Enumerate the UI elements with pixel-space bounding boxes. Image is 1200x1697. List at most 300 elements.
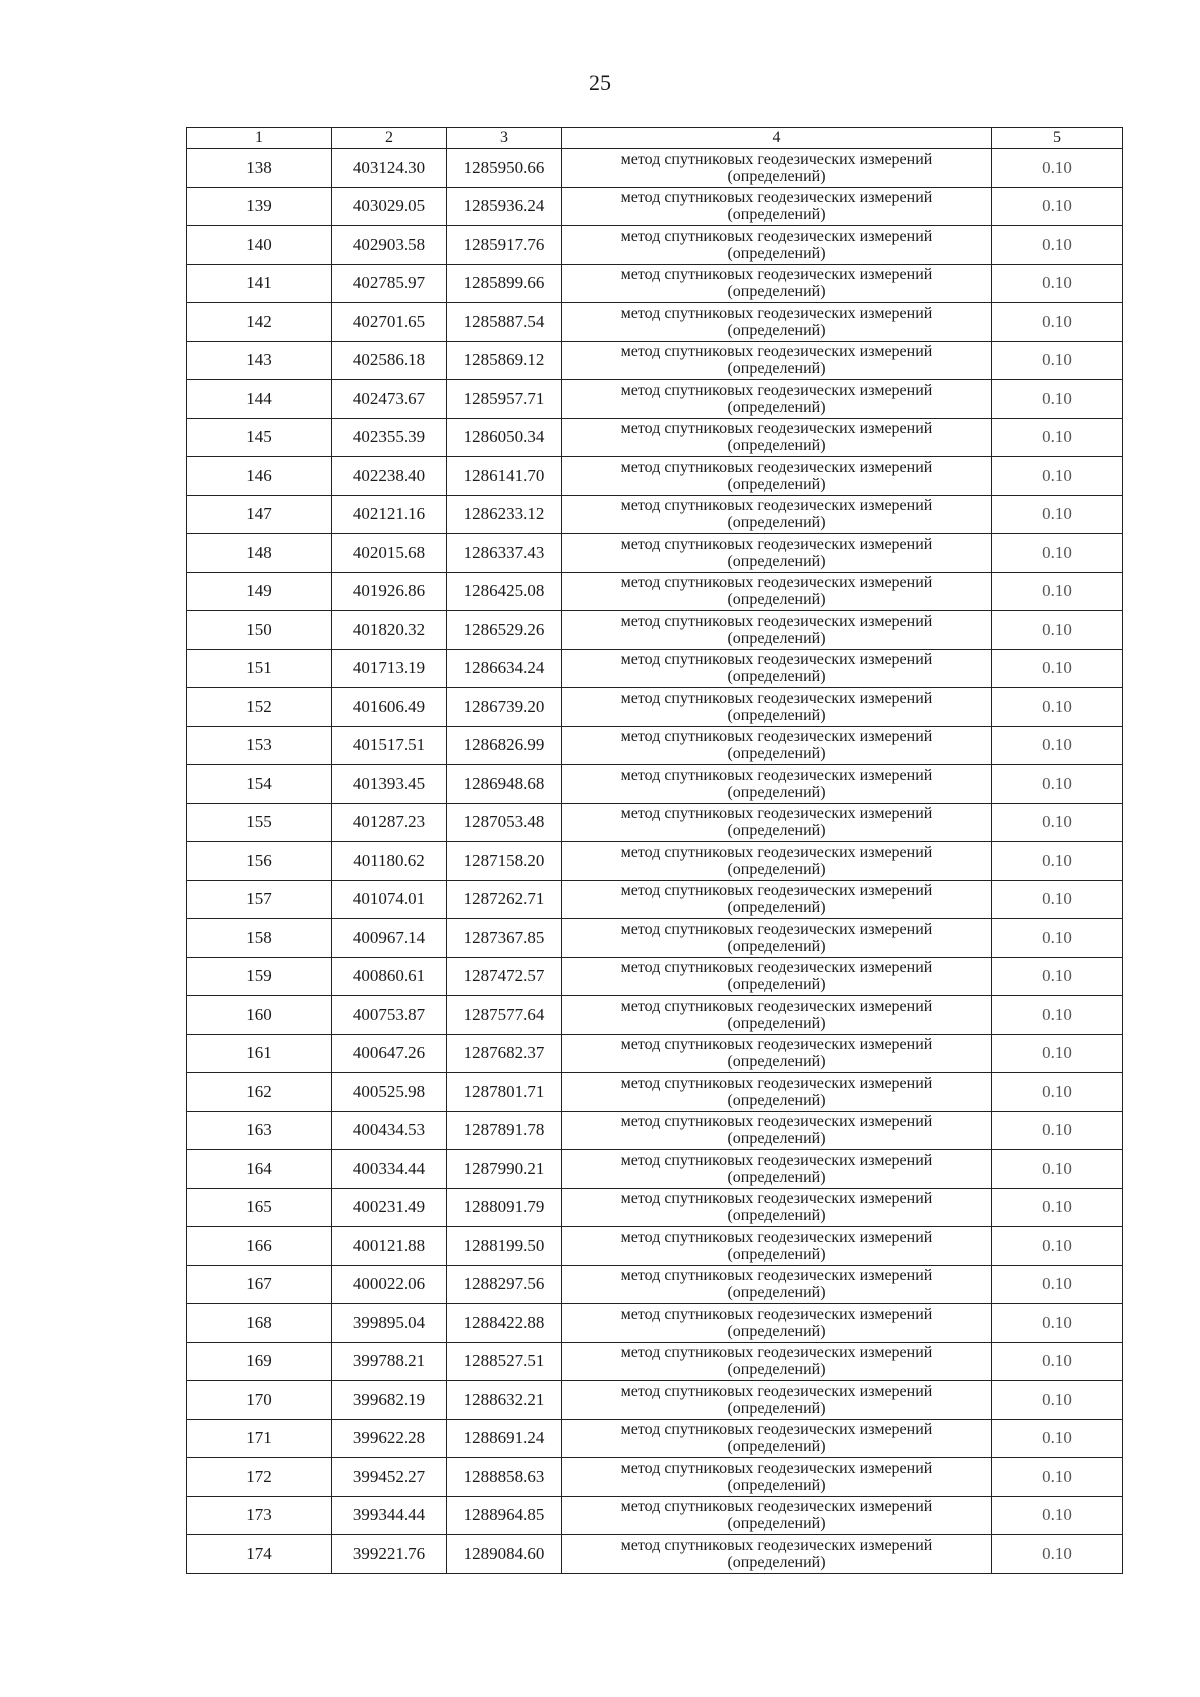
method-text-line-1: метод спутниковых геодезических измерений [620, 497, 933, 515]
method-text-line-2: (определений) [727, 1245, 826, 1263]
method-cell [562, 1342, 992, 1381]
method-text-line-1: метод спутниковых геодезических измерений [620, 1190, 933, 1208]
table-row [187, 842, 1123, 881]
method-text-line-2: (определений) [727, 1130, 826, 1148]
table-row [187, 611, 1123, 650]
method-text-line-2: (определений) [727, 244, 826, 262]
table-row [187, 1381, 1123, 1420]
accuracy-cell: 0.10 [992, 226, 1123, 265]
method-text-line-2: (определений) [727, 1053, 826, 1071]
point-number-cell: 147 [187, 495, 332, 534]
y-coordinate-cell: 1288691.24 [447, 1419, 562, 1458]
method-cell [562, 1111, 992, 1150]
point-number-cell: 166 [187, 1227, 332, 1266]
method-text-line-2: (определений) [727, 437, 826, 455]
table-row [187, 1227, 1123, 1266]
x-coordinate-cell: 400753.87 [332, 996, 447, 1035]
y-coordinate-cell: 1286141.70 [447, 457, 562, 496]
x-coordinate-cell: 401820.32 [332, 611, 447, 650]
method-text-line-2: (определений) [727, 1091, 826, 1109]
method-text-line-2: (определений) [727, 167, 826, 185]
x-coordinate-cell: 401517.51 [332, 726, 447, 765]
table-row [187, 572, 1123, 611]
accuracy-cell: 0.10 [992, 649, 1123, 688]
point-number-cell: 146 [187, 457, 332, 496]
method-text-line-2: (определений) [727, 552, 826, 570]
table-row [187, 380, 1123, 419]
method-cell [562, 1227, 992, 1266]
method-cell [562, 457, 992, 496]
accuracy-cell: 0.10 [992, 842, 1123, 881]
method-cell [562, 1381, 992, 1420]
method-cell [562, 880, 992, 919]
point-number-cell: 173 [187, 1496, 332, 1535]
method-text-line-1: метод спутниковых геодезических измерений [620, 728, 933, 746]
method-cell [562, 765, 992, 804]
point-number-cell: 145 [187, 418, 332, 457]
method-cell [562, 1034, 992, 1073]
method-text-line-2: (определений) [727, 1284, 826, 1302]
table-row [187, 187, 1123, 226]
x-coordinate-cell: 399452.27 [332, 1458, 447, 1497]
x-coordinate-cell: 401926.86 [332, 572, 447, 611]
x-coordinate-cell: 399895.04 [332, 1304, 447, 1343]
method-text-line-2: (определений) [727, 860, 826, 878]
accuracy-cell: 0.10 [992, 264, 1123, 303]
x-coordinate-cell: 401180.62 [332, 842, 447, 881]
method-text-line-2: (определений) [727, 1553, 826, 1571]
point-number-cell: 157 [187, 880, 332, 919]
y-coordinate-cell: 1285869.12 [447, 341, 562, 380]
table-row [187, 341, 1123, 380]
y-coordinate-cell: 1285957.71 [447, 380, 562, 419]
method-cell [562, 303, 992, 342]
method-text-line-1: метод спутниковых геодезических измерений [620, 1536, 933, 1554]
method-text-line-2: (определений) [727, 976, 826, 994]
method-cell [562, 418, 992, 457]
method-cell [562, 842, 992, 881]
method-text-line-1: метод спутниковых геодезических измерений [620, 651, 933, 669]
x-coordinate-cell: 399622.28 [332, 1419, 447, 1458]
x-coordinate-cell: 403029.05 [332, 187, 447, 226]
table-row [187, 1304, 1123, 1343]
point-number-cell: 150 [187, 611, 332, 650]
accuracy-cell: 0.10 [992, 996, 1123, 1035]
point-number-cell: 141 [187, 264, 332, 303]
y-coordinate-cell: 1286050.34 [447, 418, 562, 457]
method-text-line-2: (определений) [727, 1014, 826, 1032]
method-text-line-1: метод спутниковых геодезических измерений [620, 304, 933, 322]
x-coordinate-cell: 402586.18 [332, 341, 447, 380]
table-row [187, 880, 1123, 919]
method-text-line-2: (определений) [727, 514, 826, 532]
method-text-line-2: (определений) [727, 1361, 826, 1379]
point-number-cell: 158 [187, 919, 332, 958]
point-number-cell: 154 [187, 765, 332, 804]
method-text-line-2: (определений) [727, 1438, 826, 1456]
accuracy-cell: 0.10 [992, 149, 1123, 188]
table-row [187, 726, 1123, 765]
point-number-cell: 160 [187, 996, 332, 1035]
method-text-line-1: метод спутниковых геодезических измерений [620, 766, 933, 784]
method-text-line-1: метод спутниковых геодезических измерений [620, 1074, 933, 1092]
y-coordinate-cell: 1287801.71 [447, 1073, 562, 1112]
y-coordinate-cell: 1288527.51 [447, 1342, 562, 1381]
x-coordinate-cell: 400121.88 [332, 1227, 447, 1266]
table-row [187, 1073, 1123, 1112]
accuracy-cell: 0.10 [992, 1150, 1123, 1189]
table-row [187, 1342, 1123, 1381]
point-number-cell: 155 [187, 803, 332, 842]
y-coordinate-cell: 1286634.24 [447, 649, 562, 688]
column-header-1: 1 [187, 128, 332, 149]
y-coordinate-cell: 1288632.21 [447, 1381, 562, 1420]
method-text-line-2: (определений) [727, 1322, 826, 1340]
accuracy-cell: 0.10 [992, 726, 1123, 765]
point-number-cell: 161 [187, 1034, 332, 1073]
accuracy-cell: 0.10 [992, 1304, 1123, 1343]
accuracy-cell: 0.10 [992, 919, 1123, 958]
method-text-line-1: метод спутниковых геодезических измерений [620, 535, 933, 553]
method-text-line-1: метод спутниковых геодезических измерений [620, 1344, 933, 1362]
x-coordinate-cell: 402701.65 [332, 303, 447, 342]
x-coordinate-cell: 400647.26 [332, 1034, 447, 1073]
accuracy-cell: 0.10 [992, 457, 1123, 496]
x-coordinate-cell: 399788.21 [332, 1342, 447, 1381]
accuracy-cell: 0.10 [992, 1381, 1123, 1420]
column-header-2: 2 [332, 128, 447, 149]
method-text-line-1: метод спутниковых геодезических измерений [620, 1036, 933, 1054]
accuracy-cell: 0.10 [992, 303, 1123, 342]
x-coordinate-cell: 402121.16 [332, 495, 447, 534]
accuracy-cell: 0.10 [992, 803, 1123, 842]
table-row [187, 534, 1123, 573]
x-coordinate-cell: 402473.67 [332, 380, 447, 419]
point-number-cell: 162 [187, 1073, 332, 1112]
accuracy-cell: 0.10 [992, 534, 1123, 573]
y-coordinate-cell: 1285887.54 [447, 303, 562, 342]
method-text-line-1: метод спутниковых геодезических измерений [620, 574, 933, 592]
point-number-cell: 148 [187, 534, 332, 573]
method-text-line-2: (определений) [727, 360, 826, 378]
method-text-line-2: (определений) [727, 1168, 826, 1186]
method-text-line-1: метод спутниковых геодезических измерений [620, 1459, 933, 1477]
table-row [187, 1265, 1123, 1304]
table-row [187, 1034, 1123, 1073]
accuracy-cell: 0.10 [992, 688, 1123, 727]
method-text-line-1: метод спутниковых геодезических измерений [620, 1267, 933, 1285]
method-text-line-1: метод спутниковых геодезических измерений [620, 997, 933, 1015]
y-coordinate-cell: 1285899.66 [447, 264, 562, 303]
method-cell [562, 1419, 992, 1458]
accuracy-cell: 0.10 [992, 880, 1123, 919]
point-number-cell: 151 [187, 649, 332, 688]
column-header-5: 5 [992, 128, 1123, 149]
table-row [187, 226, 1123, 265]
method-text-line-1: метод спутниковых геодезических измерений [620, 458, 933, 476]
method-text-line-1: метод спутниковых геодезических измерений [620, 882, 933, 900]
method-text-line-2: (определений) [727, 783, 826, 801]
point-number-cell: 168 [187, 1304, 332, 1343]
method-cell [562, 803, 992, 842]
table-row [187, 264, 1123, 303]
method-text-line-2: (определений) [727, 321, 826, 339]
method-text-line-2: (определений) [727, 937, 826, 955]
accuracy-cell: 0.10 [992, 1227, 1123, 1266]
method-cell [562, 919, 992, 958]
method-text-line-1: метод спутниковых геодезических измерений [620, 959, 933, 977]
y-coordinate-cell: 1286529.26 [447, 611, 562, 650]
method-text-line-1: метод спутниковых геодезических измерений [620, 1305, 933, 1323]
method-text-line-2: (определений) [727, 899, 826, 917]
table-row [187, 996, 1123, 1035]
y-coordinate-cell: 1286425.08 [447, 572, 562, 611]
accuracy-cell: 0.10 [992, 1342, 1123, 1381]
method-text-line-1: метод спутниковых геодезических измерений [620, 689, 933, 707]
method-text-line-2: (определений) [727, 283, 826, 301]
table-row [187, 1458, 1123, 1497]
method-text-line-1: метод спутниковых геодезических измерений [620, 420, 933, 438]
method-cell [562, 495, 992, 534]
method-text-line-2: (определений) [727, 1399, 826, 1417]
y-coordinate-cell: 1287053.48 [447, 803, 562, 842]
point-number-cell: 163 [187, 1111, 332, 1150]
y-coordinate-cell: 1288199.50 [447, 1227, 562, 1266]
table-row [187, 1111, 1123, 1150]
method-cell [562, 1073, 992, 1112]
accuracy-cell: 0.10 [992, 380, 1123, 419]
method-text-line-2: (определений) [727, 745, 826, 763]
table-row [187, 765, 1123, 804]
y-coordinate-cell: 1288091.79 [447, 1188, 562, 1227]
y-coordinate-cell: 1286948.68 [447, 765, 562, 804]
point-number-cell: 169 [187, 1342, 332, 1381]
point-number-cell: 174 [187, 1535, 332, 1574]
method-text-line-2: (определений) [727, 591, 826, 609]
x-coordinate-cell: 400334.44 [332, 1150, 447, 1189]
point-number-cell: 167 [187, 1265, 332, 1304]
method-text-line-1: метод спутниковых геодезических измерений [620, 920, 933, 938]
method-cell [562, 341, 992, 380]
method-text-line-1: метод спутниковых геодезических измерений [620, 1151, 933, 1169]
table-row [187, 688, 1123, 727]
x-coordinate-cell: 400022.06 [332, 1265, 447, 1304]
method-text-line-2: (определений) [727, 1207, 826, 1225]
accuracy-cell: 0.10 [992, 1419, 1123, 1458]
method-text-line-1: метод спутниковых геодезических измерений [620, 612, 933, 630]
method-cell [562, 264, 992, 303]
table-row [187, 1419, 1123, 1458]
method-cell [562, 226, 992, 265]
point-number-cell: 164 [187, 1150, 332, 1189]
method-text-line-2: (определений) [727, 629, 826, 647]
accuracy-cell: 0.10 [992, 495, 1123, 534]
point-number-cell: 142 [187, 303, 332, 342]
point-number-cell: 144 [187, 380, 332, 419]
accuracy-cell: 0.10 [992, 1535, 1123, 1574]
y-coordinate-cell: 1286826.99 [447, 726, 562, 765]
y-coordinate-cell: 1288964.85 [447, 1496, 562, 1535]
method-cell [562, 996, 992, 1035]
method-text-line-1: метод спутниковых геодезических измерений [620, 189, 933, 207]
method-cell [562, 957, 992, 996]
y-coordinate-cell: 1285936.24 [447, 187, 562, 226]
accuracy-cell: 0.10 [992, 1034, 1123, 1073]
column-header-4: 4 [562, 128, 992, 149]
accuracy-cell: 0.10 [992, 341, 1123, 380]
method-text-line-1: метод спутниковых геодезических измерений [620, 343, 933, 361]
y-coordinate-cell: 1288858.63 [447, 1458, 562, 1497]
method-text-line-2: (определений) [727, 475, 826, 493]
point-number-cell: 139 [187, 187, 332, 226]
method-text-line-1: метод спутниковых геодезических измерений [620, 1421, 933, 1439]
x-coordinate-cell: 402355.39 [332, 418, 447, 457]
table-row [187, 303, 1123, 342]
table-row [187, 1535, 1123, 1574]
method-cell [562, 572, 992, 611]
method-text-line-2: (определений) [727, 206, 826, 224]
method-text-line-1: метод спутниковых геодезических измерений [620, 266, 933, 284]
x-coordinate-cell: 399682.19 [332, 1381, 447, 1420]
method-cell [562, 534, 992, 573]
point-number-cell: 170 [187, 1381, 332, 1420]
point-number-cell: 159 [187, 957, 332, 996]
y-coordinate-cell: 1288297.56 [447, 1265, 562, 1304]
table-header [187, 128, 1123, 149]
x-coordinate-cell: 400434.53 [332, 1111, 447, 1150]
method-text-line-2: (определений) [727, 1515, 826, 1533]
method-cell [562, 726, 992, 765]
x-coordinate-cell: 402238.40 [332, 457, 447, 496]
table-row [187, 803, 1123, 842]
x-coordinate-cell: 401287.23 [332, 803, 447, 842]
accuracy-cell: 0.10 [992, 187, 1123, 226]
x-coordinate-cell: 401074.01 [332, 880, 447, 919]
method-text-line-1: метод спутниковых геодезических измерений [620, 150, 933, 168]
method-cell [562, 149, 992, 188]
method-cell [562, 1458, 992, 1497]
accuracy-cell: 0.10 [992, 957, 1123, 996]
x-coordinate-cell: 401606.49 [332, 688, 447, 727]
x-coordinate-cell: 400967.14 [332, 919, 447, 958]
method-cell [562, 1150, 992, 1189]
method-cell [562, 187, 992, 226]
coordinates-table [186, 127, 1123, 1574]
x-coordinate-cell: 399221.76 [332, 1535, 447, 1574]
page-number: 25 [589, 70, 611, 95]
accuracy-cell: 0.10 [992, 418, 1123, 457]
method-cell [562, 688, 992, 727]
y-coordinate-cell: 1287262.71 [447, 880, 562, 919]
table-row [187, 919, 1123, 958]
method-text-line-2: (определений) [727, 706, 826, 724]
y-coordinate-cell: 1287158.20 [447, 842, 562, 881]
header-row [187, 128, 1123, 149]
method-text-line-2: (определений) [727, 668, 826, 686]
y-coordinate-cell: 1285950.66 [447, 149, 562, 188]
method-text-line-1: метод спутниковых геодезических измерений [620, 1228, 933, 1246]
method-text-line-1: метод спутниковых геодезических измерений [620, 1113, 933, 1131]
method-text-line-1: метод спутниковых геодезических измерений [620, 805, 933, 823]
method-cell [562, 1304, 992, 1343]
method-cell [562, 649, 992, 688]
accuracy-cell: 0.10 [992, 1458, 1123, 1497]
accuracy-cell: 0.10 [992, 1073, 1123, 1112]
method-cell [562, 380, 992, 419]
point-number-cell: 138 [187, 149, 332, 188]
column-header-3: 3 [447, 128, 562, 149]
point-number-cell: 153 [187, 726, 332, 765]
y-coordinate-cell: 1289084.60 [447, 1535, 562, 1574]
accuracy-cell: 0.10 [992, 572, 1123, 611]
accuracy-cell: 0.10 [992, 1188, 1123, 1227]
y-coordinate-cell: 1287682.37 [447, 1034, 562, 1073]
method-text-line-1: метод спутниковых геодезических измерений [620, 843, 933, 861]
accuracy-cell: 0.10 [992, 1496, 1123, 1535]
x-coordinate-cell: 401393.45 [332, 765, 447, 804]
point-number-cell: 152 [187, 688, 332, 727]
method-cell [562, 1188, 992, 1227]
x-coordinate-cell: 401713.19 [332, 649, 447, 688]
y-coordinate-cell: 1287990.21 [447, 1150, 562, 1189]
table-row [187, 418, 1123, 457]
method-text-line-1: метод спутниковых геодезических измерений [620, 381, 933, 399]
point-number-cell: 143 [187, 341, 332, 380]
accuracy-cell: 0.10 [992, 1111, 1123, 1150]
method-cell [562, 611, 992, 650]
table-row [187, 1150, 1123, 1189]
x-coordinate-cell: 400231.49 [332, 1188, 447, 1227]
method-text-line-1: метод спутниковых геодезических измерений [620, 1382, 933, 1400]
table-row [187, 457, 1123, 496]
y-coordinate-cell: 1287367.85 [447, 919, 562, 958]
x-coordinate-cell: 399344.44 [332, 1496, 447, 1535]
x-coordinate-cell: 400860.61 [332, 957, 447, 996]
y-coordinate-cell: 1287472.57 [447, 957, 562, 996]
y-coordinate-cell: 1287577.64 [447, 996, 562, 1035]
x-coordinate-cell: 403124.30 [332, 149, 447, 188]
point-number-cell: 171 [187, 1419, 332, 1458]
table-row [187, 1496, 1123, 1535]
y-coordinate-cell: 1288422.88 [447, 1304, 562, 1343]
table-row [187, 957, 1123, 996]
x-coordinate-cell: 402785.97 [332, 264, 447, 303]
point-number-cell: 140 [187, 226, 332, 265]
table-row [187, 495, 1123, 534]
method-cell [562, 1496, 992, 1535]
method-text-line-2: (определений) [727, 398, 826, 416]
table-row [187, 149, 1123, 188]
accuracy-cell: 0.10 [992, 765, 1123, 804]
y-coordinate-cell: 1286233.12 [447, 495, 562, 534]
method-cell [562, 1535, 992, 1574]
method-text-line-1: метод спутниковых геодезических измерений [620, 227, 933, 245]
accuracy-cell: 0.10 [992, 1265, 1123, 1304]
table-row [187, 649, 1123, 688]
point-number-cell: 149 [187, 572, 332, 611]
y-coordinate-cell: 1286337.43 [447, 534, 562, 573]
method-text-line-2: (определений) [727, 822, 826, 840]
x-coordinate-cell: 400525.98 [332, 1073, 447, 1112]
x-coordinate-cell: 402015.68 [332, 534, 447, 573]
table-body [187, 149, 1123, 1574]
y-coordinate-cell: 1286739.20 [447, 688, 562, 727]
point-number-cell: 172 [187, 1458, 332, 1497]
y-coordinate-cell: 1285917.76 [447, 226, 562, 265]
x-coordinate-cell: 402903.58 [332, 226, 447, 265]
point-number-cell: 165 [187, 1188, 332, 1227]
accuracy-cell: 0.10 [992, 611, 1123, 650]
